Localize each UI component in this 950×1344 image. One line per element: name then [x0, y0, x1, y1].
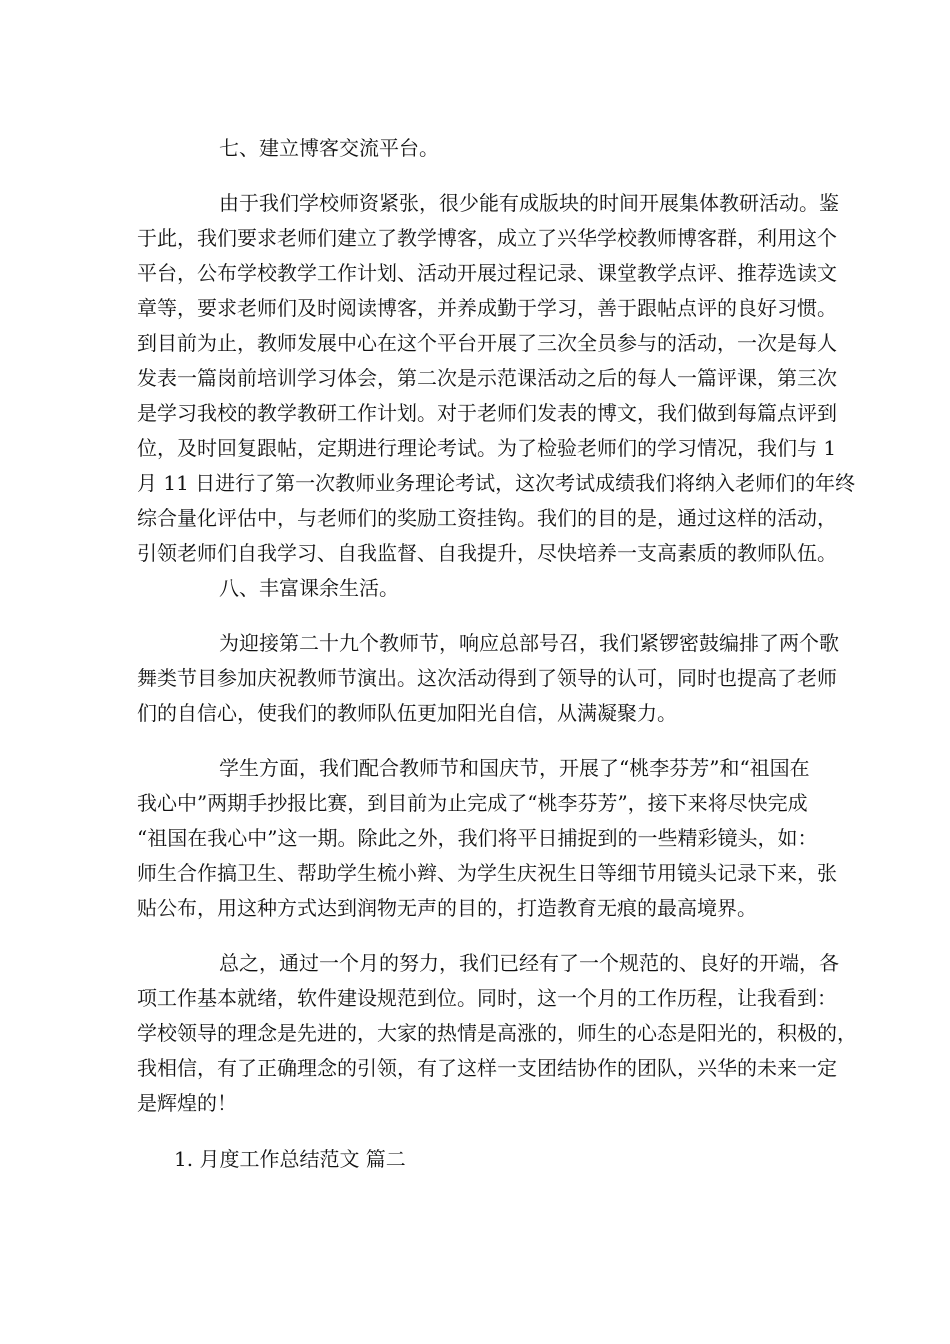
paragraph-line: 为迎接第二十九个教师节，响应总部号召，我们紧锣密鼓编排了两个歌: [219, 631, 839, 655]
paragraph-line: 到目前为止，教师发展中心在这个平台开展了三次全员参与的活动，一次是每人: [137, 331, 837, 355]
paragraph-line: 舞类节目参加庆祝教师节演出。这次活动得到了领导的认可，同时也提高了老师: [137, 666, 837, 690]
paragraph-line: “祖国在我心中”这一期。除此之外，我们将平日捕捉到的一些精彩镜头，如：: [137, 826, 818, 850]
paragraph-line: 月 11 日进行了第一次教师业务理论考试，这次考试成绩我们将纳入老师们的年终: [137, 471, 856, 495]
paragraph-line: 学校领导的理念是先进的，大家的热情是高涨的，师生的心态是阳光的，积极的，: [137, 1021, 857, 1045]
section-8-heading: 八、丰富课余生活。: [219, 576, 399, 600]
paragraph-line: 贴公布，用这种方式达到润物无声的目的，打造教育无痕的最高境界。: [137, 896, 757, 920]
paragraph-line: 综合量化评估中，与老师们的奖励工资挂钩。我们的目的是，通过这样的活动，: [137, 506, 837, 530]
paragraph-line: 发表一篇岗前培训学习体会，第二次是示范课活动之后的每人一篇评课，第三次: [137, 366, 837, 390]
paragraph-line: 位，及时回复跟帖，定期进行理论考试。为了检验老师们的学习情况，我们与 1: [137, 436, 837, 460]
paragraph-line: 是辉煌的！: [137, 1091, 237, 1115]
paragraph-line: 我相信，有了正确理念的引领，有了这样一支团结协作的团队，兴华的未来一定: [137, 1056, 837, 1080]
paragraph-line: 们的自信心，使我们的教师队伍更加阳光自信，从满凝聚力。: [137, 701, 677, 725]
paragraph-line: 总之，通过一个月的努力，我们已经有了一个规范的、良好的开端，各: [219, 951, 839, 975]
paragraph-line: 是学习我校的教学教研工作计划。对于老师们发表的博文，我们做到每篇点评到: [137, 401, 837, 425]
paragraph-line: 师生合作搞卫生、帮助学生梳小辫、为学生庆祝生日等细节用镜头记录下来，张: [137, 861, 837, 885]
paragraph-line: 章等，要求老师们及时阅读博客，并养成勤于学习，善于跟帖点评的良好习惯。: [137, 296, 837, 320]
next-section-title: 1. 月度工作总结范文 篇二: [174, 1147, 406, 1171]
paragraph-line: 由于我们学校师资紧张，很少能有成版块的时间开展集体教研活动。鉴: [219, 191, 839, 215]
paragraph-line: 于此，我们要求老师们建立了教学博客，成立了兴华学校教师博客群，利用这个: [137, 226, 837, 250]
paragraph-line: 项工作基本就绪，软件建设规范到位。同时，这一个月的工作历程，让我看到：: [137, 986, 837, 1010]
paragraph-line: 平台，公布学校教学工作计划、活动开展过程记录、课堂教学点评、推荐选读文: [137, 261, 837, 285]
paragraph-line: 学生方面，我们配合教师节和国庆节，开展了“桃李芬芳”和“祖国在: [219, 756, 810, 780]
section-7-heading: 七、建立博客交流平台。: [219, 136, 439, 160]
paragraph-line: 我心中”两期手抄报比赛，到目前为止完成了“桃李芬芳”，接下来将尽快完成: [137, 791, 808, 815]
paragraph-line: 引领老师们自我学习、自我监督、自我提升，尽快培养一支高素质的教师队伍。: [137, 541, 837, 565]
